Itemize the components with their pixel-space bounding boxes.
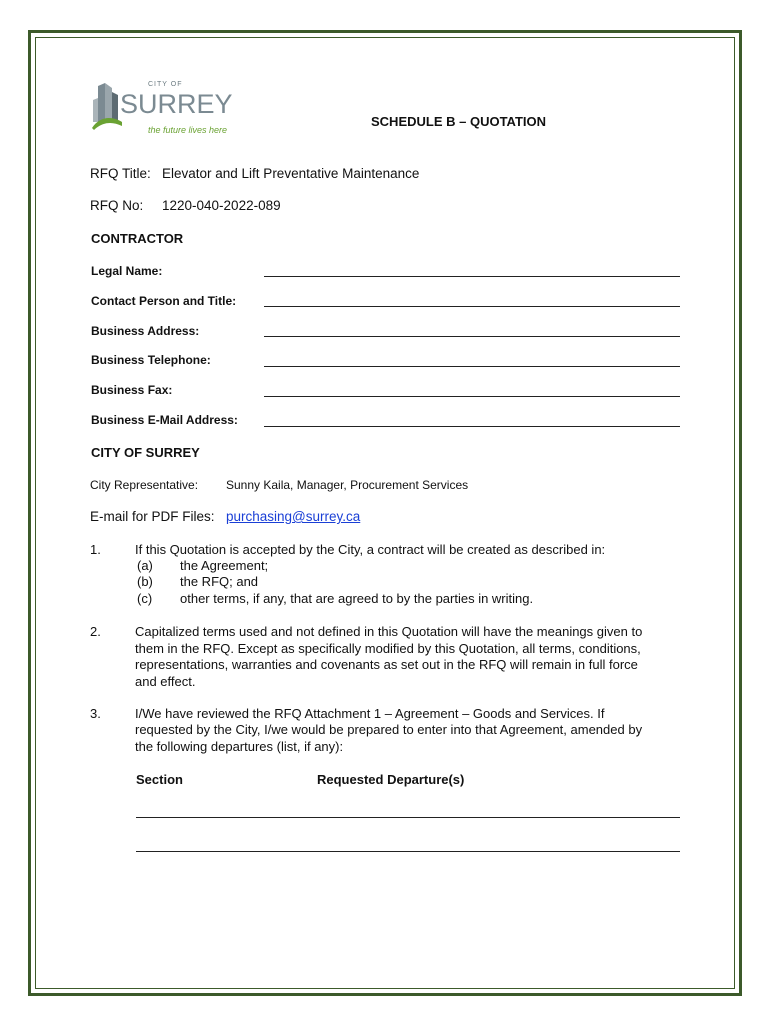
business-fax-field[interactable] [264,396,680,397]
clause-3-line-2: requested by the City, I/we would be prepared to enter into that Agreement, amended by [135,722,643,737]
departure-section-header: Section [136,772,183,787]
city-rep-value: Sunny Kaila, Manager, Procurement Services [226,478,469,492]
clause-3-line-1: I/We have reviewed the RFQ Attachment 1 – Agreement – Goods and Services. If [135,706,605,721]
business-telephone-label: Business Telephone: [91,353,211,367]
clause-2-line-2: them in the RFQ. Except as specifically modified by this Quotation, all terms, conditions, [135,641,641,656]
departure-requested-header: Requested Departure(s) [317,772,465,787]
city-of-surrey-logo [90,82,240,138]
clause-1-item-b-text: the RFQ; and [180,574,259,589]
clause-1-item-c-text: other terms, if any, that are agreed to by the parties in writing. [180,591,534,606]
business-address-label: Business Address: [91,324,200,338]
city-rep-label: City Representative: [90,478,199,492]
legal-name-field[interactable] [264,276,680,277]
clause-1-item-a-letter: (a) [137,558,153,573]
rfq-title-label: RFQ Title: [90,166,151,181]
rfq-no-label: RFQ No: [90,198,144,213]
clause-3-number: 3. [90,706,101,721]
business-address-field[interactable] [264,336,680,337]
logo-city-of: CITY OF [148,81,183,88]
business-email-field[interactable] [264,426,680,427]
contractor-heading: CONTRACTOR [91,231,184,246]
clause-3-line-3: the following departures (list, if any): [135,739,344,754]
rfq-title-value: Elevator and Lift Preventative Maintenance [162,166,420,181]
business-email-label: Business E-Mail Address: [91,413,238,427]
clause-1-item-a-text: the Agreement; [180,558,269,573]
clause-1-text: If this Quotation is accepted by the City, a contract will be created as described in: [135,542,606,557]
clause-1-item-c-letter: (c) [137,591,153,606]
skyline-icon [92,82,122,130]
clause-1-item-b-letter: (b) [137,574,153,589]
departure-entry-line-2[interactable] [136,851,680,852]
logo-surrey: SURREY [120,89,233,119]
clause-2-number: 2. [90,624,101,639]
clause-2-line-3: representations, warranties and covenants as set out in the RFQ will remain in full force [135,657,638,672]
contact-person-label: Contact Person and Title: [91,294,237,308]
logo-tagline: the future lives here [148,125,228,135]
business-telephone-field[interactable] [264,366,680,367]
clause-2-line-1: Capitalized terms used and not defined in this Quotation will have the meanings given to [135,624,643,639]
departure-entry-line-1[interactable] [136,817,680,818]
clause-1-number: 1. [90,542,101,557]
schedule-title: SCHEDULE B – QUOTATION [371,114,547,129]
email-pdf-link[interactable]: purchasing@surrey.ca [226,509,361,524]
business-fax-label: Business Fax: [91,383,173,397]
contact-person-field[interactable] [264,306,680,307]
email-pdf-label: E-mail for PDF Files: [90,509,215,524]
legal-name-label: Legal Name: [91,264,163,278]
clause-2-line-4: and effect. [135,674,196,689]
rfq-no-value: 1220-040-2022-089 [162,198,281,213]
city-heading: CITY OF SURREY [91,445,200,460]
